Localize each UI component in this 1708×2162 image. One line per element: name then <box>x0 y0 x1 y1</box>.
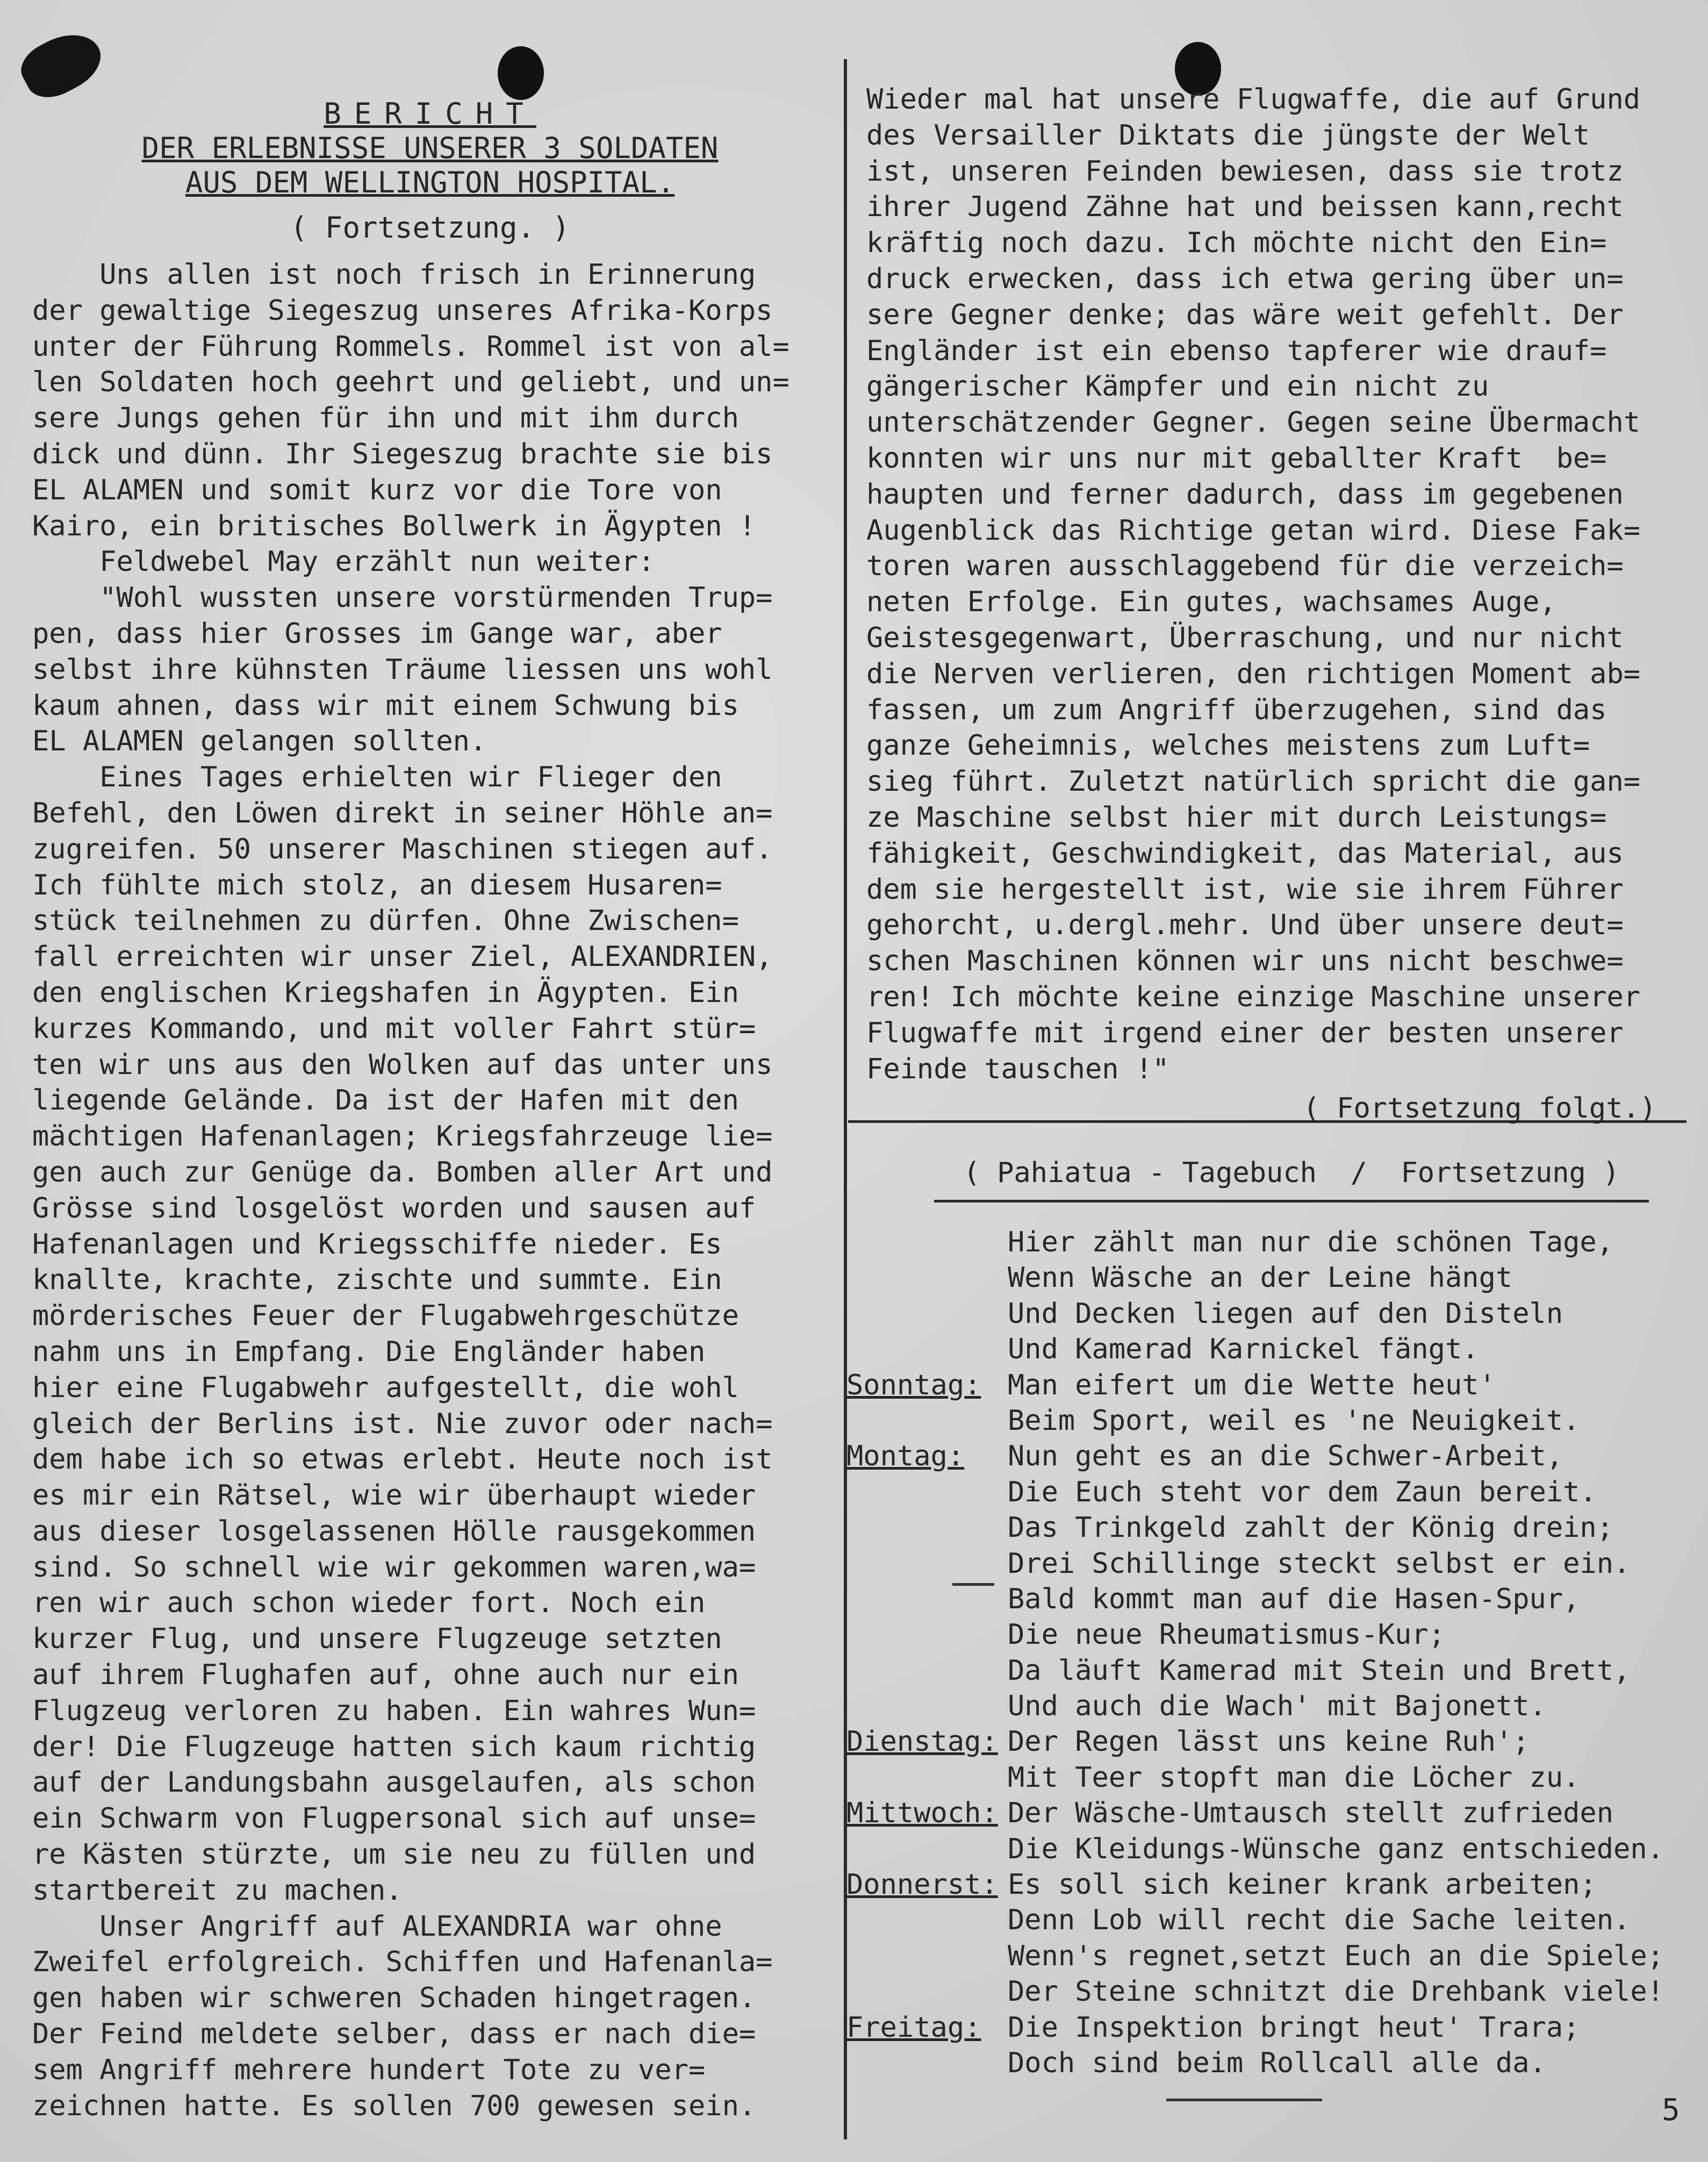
ink-blot <box>13 22 110 108</box>
poem-line <box>846 1653 1696 1688</box>
poem-line-text: Man eifert um die Wette heut' <box>1008 1369 1496 1401</box>
poem-line <box>846 2045 1696 2081</box>
poem-line <box>846 1902 1696 1938</box>
report-body-continued: Wieder mal hat unsere Flugwaffe, die auf Grund des Versailler Diktats die jüngste der Welt ist, unseren Feinden bewiesen, dass sie trotz ihrer Jugend Zähne hat und beissen kann,recht kräftig noch dazu. Ich möchte nicht den Ein= druck erwecken, dass ich etwa gering über un= sere Gegner denke; das wäre weit gefehlt. Der Engländer ist ein ebenso tapferer wie drauf= gängerischer Kämpfer und ein nicht zu unterschätzender Gegner. Gegen seine Übermacht konnten wir uns nur mit geballter Kraft be= haupten und ferner dadurch, dass im gegebenen Augenblick das Richtige getan wird. Diese Fak= toren waren ausschlaggebend für die verzeich= neten Erfolge. Ein gutes, wachsames Auge, Geistesgegenwart, Überraschung, und nur nicht die Nerven verlieren, den richtigen Moment ab= fassen, um zum Angriff überzugehen, sind das ganze Geheimnis, welches meistens zum Luft= sieg führt. Zuletzt natürlich spricht die gan= ze Maschine selbst hier mit durch Leistungs= fähigkeit, Geschwindigkeit, das Material, aus dem sie hergestellt ist, wie sie ihrem Führer gehorcht, u.dergl.mehr. Und über unsere deut= schen Maschinen können wir uns nicht beschwe= ren! Ich möchte keine einzige Maschine unserer Flugwaffe mit irgend einer der besten unserer Feinde tauschen !" <box>866 83 1641 1085</box>
poem-line-text: Wenn Wäsche an der Leine hängt <box>1008 1262 1513 1294</box>
margin-dash <box>952 1583 994 1586</box>
end-rule <box>1166 2099 1322 2101</box>
poem-line <box>846 1617 1696 1652</box>
poem-day-label: Dienstag: <box>846 1726 998 1758</box>
poem-line-text: Denn Lob will recht die Sache leiten. <box>1008 1904 1631 1937</box>
poem-line-text: Drei Schillinge steckt selbst er ein. <box>1008 1547 1631 1580</box>
poem-line-text: Es soll sich keiner krank arbeiten; <box>1008 1869 1597 1901</box>
left-column <box>32 97 828 2124</box>
poem-line <box>846 1225 1696 1260</box>
continuation-note: ( Fortsetzung. ) <box>290 211 570 245</box>
poem-line <box>846 1510 1696 1545</box>
poem-line <box>846 1438 1696 1474</box>
poem-day-label: Donnerst: <box>846 1869 998 1901</box>
poem-line <box>846 1938 1696 1974</box>
report-title: BERICHT <box>324 97 536 131</box>
poem-day-label: Sonntag: <box>846 1369 981 1401</box>
poem-day-label: Mittwoch: <box>846 1797 998 1830</box>
poem-line-text: Die Inspektion bringt heut' Trara; <box>1008 2011 1580 2044</box>
to-be-continued-note: ( Fortsetzung folgt.) <box>1303 1092 1656 1125</box>
poem-line-text: Mit Teer stopft man die Löcher zu. <box>1008 1761 1580 1794</box>
poem-line-text: Doch sind beim Rollcall alle da. <box>1008 2046 1546 2079</box>
poem-line <box>846 2010 1696 2045</box>
poem-line-text: Der Regen lässt uns keine Ruh'; <box>1008 1726 1530 1758</box>
poem-line <box>846 1831 1696 1867</box>
poem-line-text: Der Wäsche-Umtausch stellt zufrieden <box>1008 1797 1614 1830</box>
poem-line <box>846 1724 1696 1759</box>
poem-line-text: Bald kommt man auf die Hasen-Spur, <box>1008 1583 1580 1615</box>
poem-line <box>846 1760 1696 1795</box>
diary-heading: ( Pahiatua - Tagebuch / Fortsetzung ) <box>934 1156 1649 1202</box>
poem-line <box>846 1368 1696 1403</box>
poem-line <box>846 1688 1696 1724</box>
poem-line-text: Und Kamerad Karnickel fängt. <box>1008 1333 1479 1366</box>
poem-line <box>846 1474 1696 1510</box>
poem-line-text: Hier zählt man nur die schönen Tage, <box>1008 1226 1614 1258</box>
poem-line-text: Die neue Rheumatismus-Kur; <box>1008 1619 1445 1651</box>
poem-line <box>846 1546 1696 1581</box>
poem-line <box>846 1331 1696 1367</box>
poem-line <box>846 1795 1696 1831</box>
poem-line-text: Der Steine schnitzt die Drehbank viele! <box>1008 1975 1664 2008</box>
poem-line-text: Wenn's regnet,setzt Euch an die Spiele; <box>1008 1939 1664 1972</box>
right-column <box>866 82 1689 1126</box>
poem-line-text: Die Kleidungs-Wünsche ganz entschieden. <box>1008 1832 1664 1865</box>
poem-line-text: Nun geht es an die Schwer-Arbeit, <box>1008 1440 1563 1473</box>
poem-line-text: Da läuft Kamerad mit Stein und Brett, <box>1008 1654 1631 1687</box>
diary-poem <box>846 1225 1696 2081</box>
report-body: Uns allen ist noch frisch in Erinnerung der gewaltige Siegeszug unseres Afrika-Korps unter der Führung Rommels. Rommel ist von al= len Soldaten hoch geehrt und geliebt, und un= sere Jungs gehen für ihn und mit ihm durch dick und dünn. Ihr Siegeszug brachte sie bis EL ALAMEN und somit kurz vor die Tore von Kairo, ein britisches Bollwerk in Ägypten ! Feldwebel May erzählt nun weiter: "Wohl wussten unsere vorstürmenden Trup= pen, dass hier Grosses im Gange war, aber selbst ihre kühnsten Träume liessen uns wohl kaum ahnen, dass wir mit einem Schwung bis EL ALAMEN gelangen sollten. Eines Tages erhielten wir Flieger den Befehl, den Löwen direkt in seiner Höhle an= zugreifen. 50 unserer Maschinen stiegen auf. Ich fühlte mich stolz, an diesem Husaren= stück teilnehmen zu dürfen. Ohne Zwischen= fall erreichten wir unser Ziel, ALEXANDRIEN, den englischen Kriegshafen in Ägypten. Ein kurzes Kommando, und mit voller Fahrt stür= ten wir uns aus den Wolken auf das unter uns liegende Gelände. Da ist der Hafen mit den mächtigen Hafenanlagen; Kriegsfahrzeuge lie= gen auch zur Genüge da. Bomben aller Art und Grösse sind losgelöst worden und sausen auf Hafenanlagen und Kriegsschiffe nieder. Es knallte, krachte, zischte und summte. Ein mörderisches Feuer der Flugabwehrgeschütze nahm uns in Empfang. Die Engländer haben hier eine Flugabwehr aufgestellt, die wohl gleich der Berlins ist. Nie zuvor oder nach= dem habe ich so etwas erlebt. Heute noch ist es mir ein Rätsel, wie wir überhaupt wieder aus dieser losgelassenen Hölle rausgekommen sind. So schnell wie wir gekommen waren,wa= ren wir auch schon wieder fort. Noch ein kurzer Flug, und unsere Flugzeuge setzten auf ihrem Flughafen auf, ohne auch nur ein Flugzeug verloren zu haben. Ein wahres Wun= der! Die Flugzeuge hatten sich kaum richtig auf der Landungsbahn ausgelaufen, als schon ein Schwarm von Flugpersonal sich auf unse= re Kästen stürzte, um sie neu zu füllen und startbereit zu machen. Unser Angriff auf ALEXANDRIA war ohne Zweifel erfolgreich. Schiffen und Hafenanla= gen haben wir schweren Schaden hingetragen. Der Feind meldete selber, dass er nach die= sem Angriff mehrere hundert Tote zu ver= zeichnen hatte. Es sollen 700 gewesen sein. <box>32 259 790 2122</box>
poem-line <box>846 1867 1696 1902</box>
poem-day-label: Freitag: <box>846 2011 981 2044</box>
poem-line-text: Das Trinkgeld zahlt der König drein; <box>1008 1512 1614 1544</box>
poem-line-text: Und auch die Wach' mit Bajonett. <box>1008 1690 1546 1723</box>
poem-line <box>846 1974 1696 2009</box>
poem-line <box>846 1296 1696 1331</box>
page-number: 5 <box>1662 2093 1680 2128</box>
poem-line-text: Die Euch steht vor dem Zaun bereit. <box>1008 1476 1597 1508</box>
poem-line <box>846 1581 1696 1617</box>
poem-line <box>846 1403 1696 1438</box>
poem-line-text: Beim Sport, weil es 'ne Neuigkeit. <box>1008 1404 1580 1437</box>
poem-line-text: Und Decken liegen auf den Disteln <box>1008 1297 1563 1330</box>
poem-line <box>846 1260 1696 1295</box>
report-subtitle-line1: DER ERLEBNISSE UNSERER 3 SOLDATEN <box>141 131 719 165</box>
poem-day-label: Montag: <box>846 1440 965 1473</box>
report-subtitle-line2: AUS DEM WELLINGTON HOSPITAL. <box>185 166 675 199</box>
punch-hole-left <box>498 46 544 100</box>
